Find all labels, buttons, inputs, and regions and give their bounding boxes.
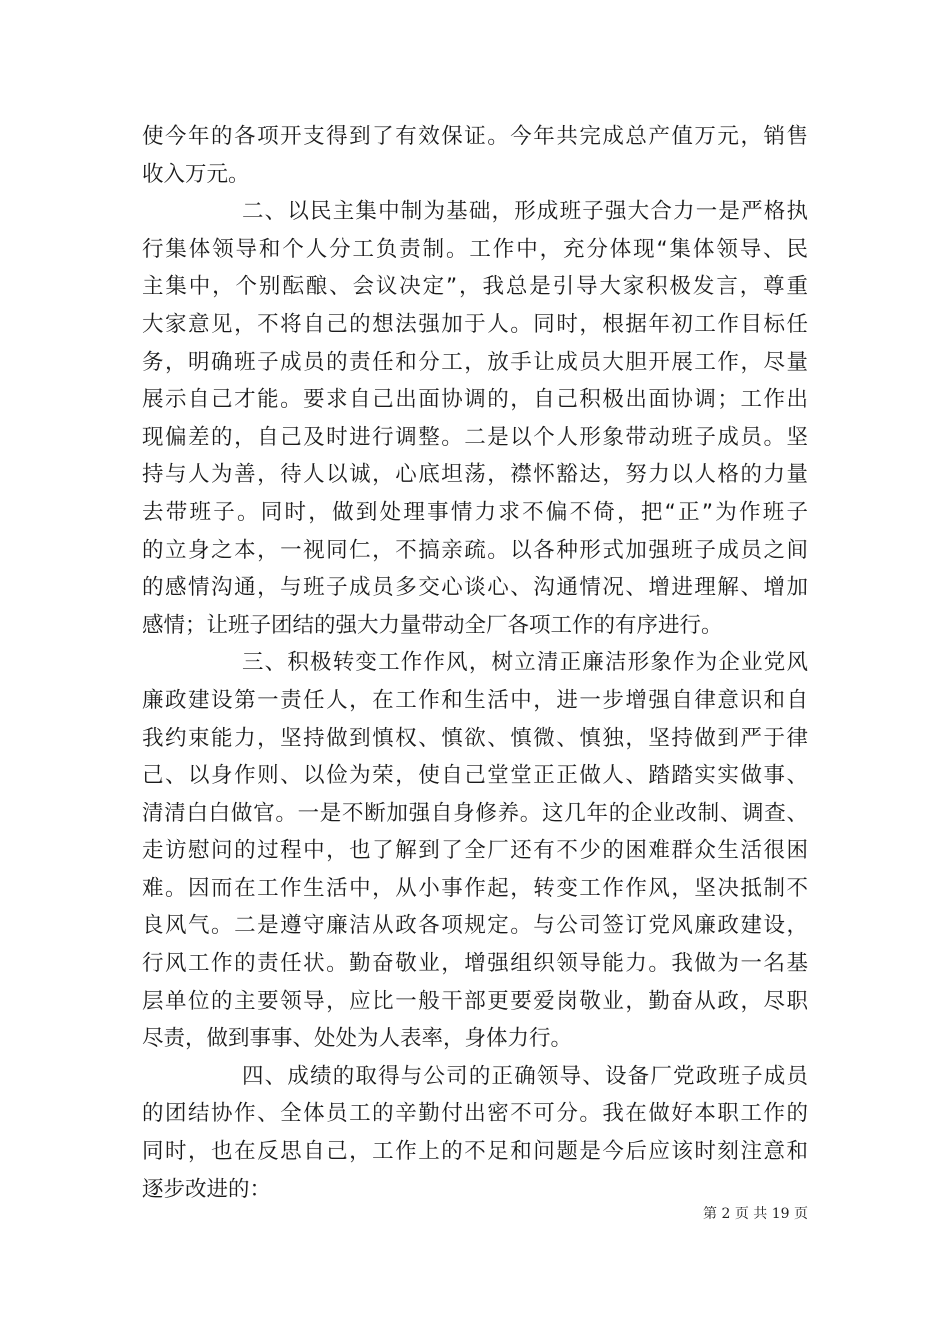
text-line: 难。因而在工作生活中，从小事作起，转变工作作风，坚决抵制不 — [142, 875, 808, 901]
text-line: 走访慰问的过程中，也了解到了全厂还有不少的困难群众生活很困 — [142, 838, 808, 864]
text-line: 尽责，做到事事、处处为人表率，身体力行。 — [142, 1026, 573, 1052]
text-line: 现偏差的，自己及时进行调整。二是以个人形象带动班子成员。坚 — [142, 424, 808, 450]
text-line: 行集体领导和个人分工负责制。工作中，充分体现“集体领导、民 — [142, 236, 808, 262]
text-line: 我约束能力，坚持做到慎权、慎欲、慎微、慎独，坚持做到严于律 — [142, 725, 808, 751]
text-line: 同时，也在反思自己，工作上的不足和问题是今后应该时刻注意和 — [142, 1139, 808, 1165]
text-line: 的感情沟通，与班子成员多交心谈心、沟通情况、增进理解、增加 — [142, 575, 808, 601]
text-line: 行风工作的责任状。勤奋敬业，增强组织领导能力。我做为一名基 — [142, 951, 808, 977]
body-text — [142, 118, 808, 1208]
text-line: 廉政建设第一责任人，在工作和生活中，进一步增强自律意识和自 — [142, 687, 808, 713]
text-line: 展示自己才能。要求自己出面协调的，自己积极出面协调；工作出 — [142, 387, 808, 413]
paragraph-first-line: 四、成绩的取得与公司的正确领导、设备厂党政班子成员 — [242, 1063, 808, 1089]
paragraph-first-line: 三、积极转变工作作风，树立清正廉洁形象作为企业党风 — [242, 650, 808, 676]
text-line: 持与人为善，待人以诚，心底坦荡，襟怀豁达，努力以人格的力量 — [142, 462, 808, 488]
text-line: 感情；让班子团结的强大力量带动全厂各项工作的有序进行。 — [142, 612, 723, 638]
text-line: 层单位的主要领导，应比一般干部更要爱岗敬业，勤奋从政，尽职 — [142, 988, 808, 1014]
text-line: 己、以身作则、以俭为荣，使自己堂堂正正做人、踏踏实实做事、 — [142, 763, 808, 789]
text-line: 良风气。二是遵守廉洁从政各项规定。与公司签订党风廉政建设， — [142, 913, 808, 939]
text-line: 使今年的各项开支得到了有效保证。今年共完成总产值万元，销售 — [142, 124, 808, 149]
paragraph-first-line: 二、以民主集中制为基础，形成班子强大合力一是严格执 — [242, 199, 808, 225]
text-line: 清清白白做官。一是不断加强自身修养。这几年的企业改制、调查、 — [142, 800, 808, 826]
page-number: 第 2 页 共 19 页 — [703, 1206, 808, 1222]
text-line: 去带班子。同时，做到处理事情力求不偏不倚，把“正”为作班子 — [142, 499, 808, 525]
text-line: 大家意见，不将自己的想法强加于人。同时，根据年初工作目标任 — [142, 311, 808, 337]
text-line: 的立身之本，一视同仁，不搞亲疏。以各种形式加强班子成员之间 — [142, 537, 808, 563]
text-line: 务，明确班子成员的责任和分工，放手让成员大胆开展工作，尽量 — [142, 349, 808, 375]
text-line: 的团结协作、全体员工的辛勤付出密不可分。我在做好本职工作的 — [142, 1101, 808, 1127]
text-line: 逐步改进的： — [142, 1176, 272, 1202]
text-line: 收入万元。 — [142, 161, 250, 187]
text-line: 主集中，个别酝酿、会议决定”，我总是引导大家积极发言，尊重 — [142, 274, 808, 300]
